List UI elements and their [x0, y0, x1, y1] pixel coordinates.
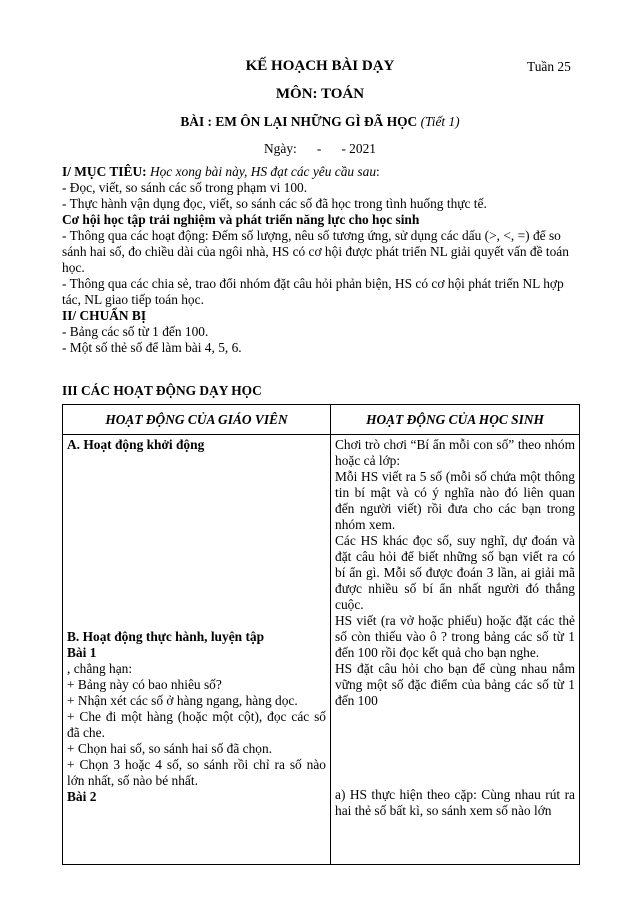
week-label: Tuần 25: [527, 59, 571, 74]
opportunity-line: - Thông qua các chia sẻ, trao đổi nhóm đặt câu hỏi phản biện, HS có cơ hội phát triển NL hợp tác, NL giao tiếp toán học.: [62, 276, 564, 307]
exercise-2-label: Bài 2: [67, 789, 97, 804]
exercise-1-line: + Bảng này có bao nhiêu số?: [67, 677, 222, 692]
preparation-line: - Một số thẻ số để làm bài 4, 5, 6.: [62, 340, 242, 355]
teacher-column-header: HOẠT ĐỘNG CỦA GIÁO VIÊN: [63, 405, 331, 435]
exercise-1-line: + Nhận xét các số ở hàng ngang, hàng dọc.: [67, 693, 298, 708]
exercise-1-label: Bài 1: [67, 645, 97, 660]
objectives-intro: Học xong bài này, HS đạt các yêu cầu sau: [149, 164, 377, 179]
student-column-header: HOẠT ĐỘNG CỦA HỌC SINH: [331, 405, 580, 435]
objectives-heading: I/ MỤC TIÊU:: [62, 164, 147, 179]
exercise-1-line: + Chọn 3 hoặc 4 số, so sánh rồi chỉ ra số nào lớn nhất, số nào bé nhất.: [67, 757, 326, 788]
student-a-line: Các HS khác đọc số, suy nghĩ, dự đoán và đặt câu hỏi để biết những số bạn viết ra có bí ẩn gì. Mỗi số được đoán 3 lần, ai giải mã được nhiều số bí ẩn nhất người đó thắng cuộc.: [335, 533, 575, 612]
preparation-line: - Bảng các số từ 1 đến 100.: [62, 324, 209, 339]
date-line: Ngày: - - 2021: [264, 141, 376, 156]
opportunity-line: - Thông qua các hoạt động: Đếm số lượng, nêu số tương ứng, sử dụng các dấu (>, <, =) để so sánh hai số, đo chiều dài của ngôi nhà, HS có cơ hội được phát triển NL giải quyết vấn đề toán học.: [62, 228, 569, 275]
section-b-heading: B. Hoạt động thực hành, luyện tập: [67, 629, 265, 644]
student-bai2-line: a) HS thực hiện theo cặp: Cùng nhau rút ra hai thẻ số bất kì, so sánh xem số nào lớn: [335, 787, 575, 818]
student-b-line: HS đặt câu hỏi cho bạn để cùng nhau nắm vững một số đặc điểm của bảng các số từ 1 đến 100: [335, 661, 575, 708]
opportunity-heading: Cơ hội học tập trải nghiệm và phát triển năng lực cho học sinh: [62, 212, 420, 227]
exercise-1-line: + Chọn hai số, so sánh hai số đã chọn.: [67, 741, 273, 756]
table-header-row: [63, 405, 580, 435]
objectives-intro-suffix: :: [376, 164, 380, 179]
subject-title: MÔN: TOÁN: [275, 86, 365, 102]
lesson-part: (Tiết 1): [420, 114, 460, 129]
lesson-title: [0, 114, 640, 130]
student-b-line: HS viết (ra vở hoặc phiếu) hoặc đặt các thẻ số còn thiếu vào ô ? trong bảng các số từ 1 đến 100 rồi đọc kết quả cho bạn nghe.: [335, 613, 575, 660]
student-a-line: Mỗi HS viết ra 5 số (mỗi số chứa một thông tin bí mật và có ý nghĩa nào đó liên quan đến người viết) rồi đưa cho các bạn trong nhóm xem.: [335, 469, 575, 532]
exercise-1-intro: , chẳng hạn:: [67, 661, 133, 676]
student-cell: [331, 435, 580, 865]
table-row: [63, 435, 580, 865]
objective-line: - Đọc, viết, so sánh các số trong phạm vi 100.: [62, 180, 308, 195]
objectives-section: [62, 164, 582, 356]
document-title: KẾ HOẠCH BÀI DẠY: [245, 58, 395, 74]
preparation-heading: II/ CHUẨN BỊ: [62, 308, 147, 323]
teacher-cell: [63, 435, 331, 865]
section-a-heading: A. Hoạt động khởi động: [67, 437, 205, 452]
student-a-line: Chơi trò chơi “Bí ẩn mỗi con số” theo nhóm hoặc cả lớp:: [335, 437, 575, 468]
activities-table: [62, 404, 580, 865]
objective-line: - Thực hành vận dụng đọc, viết, so sánh các số đã học trong tình huống thực tế.: [62, 196, 487, 211]
activities-heading: III CÁC HOẠT ĐỘNG DẠY HỌC: [62, 383, 262, 398]
lesson-name: BÀI : EM ÔN LẠI NHỮNG GÌ ĐÃ HỌC: [180, 114, 418, 129]
exercise-1-line: + Che đi một hàng (hoặc một cột), đọc các số đã che.: [67, 709, 326, 740]
